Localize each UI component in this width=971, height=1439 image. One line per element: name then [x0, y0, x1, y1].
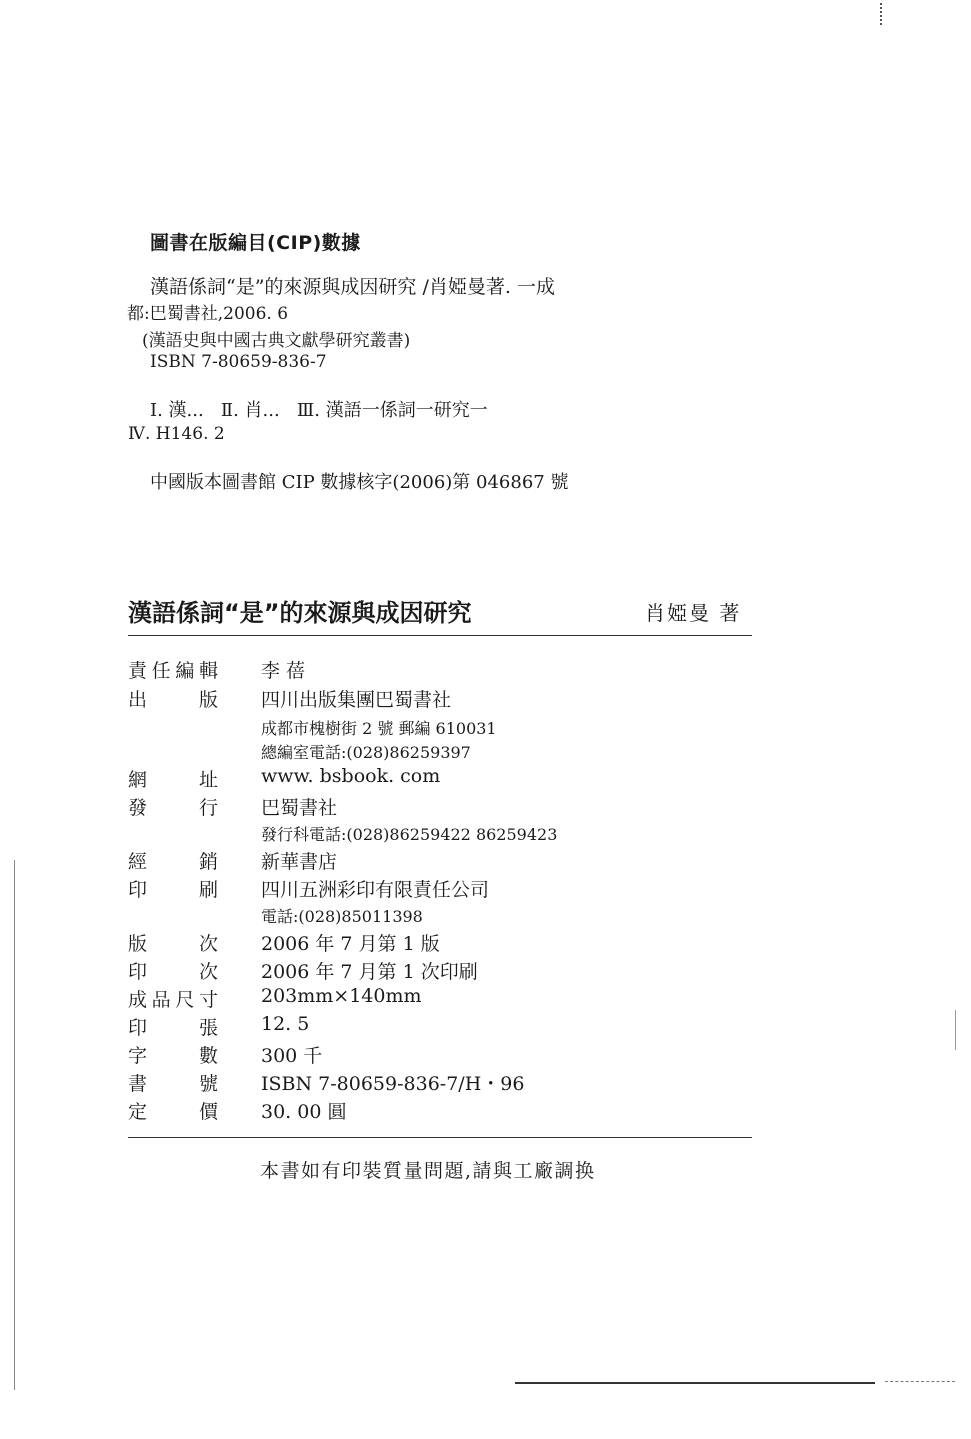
divider	[128, 635, 752, 636]
imprint-label-char: 任	[151, 660, 171, 682]
cip-isbn: ISBN 7-80659-836-7	[150, 352, 327, 372]
cip-line: 都:巴蜀書社,2006. 6	[127, 304, 289, 324]
imprint-label	[128, 1041, 218, 1068]
imprint-value: 四川出版集團巴蜀書社	[261, 689, 452, 711]
imprint-label	[128, 875, 218, 902]
scan-edge-line	[14, 860, 15, 1390]
imprint-label-char: 品	[151, 989, 171, 1011]
divider	[128, 1137, 752, 1138]
imprint-detail: 發行科電話:(028)86259422 86259423	[261, 825, 558, 844]
imprint-label-char: 責	[128, 660, 148, 682]
imprint-label	[128, 685, 218, 712]
imprint-label-char: 輯	[198, 660, 218, 682]
imprint-label-char: 版	[128, 933, 148, 955]
imprint-label-char: 編	[175, 660, 195, 682]
cip-line: (漢語史與中國古典文獻學研究叢書)	[142, 331, 411, 351]
imprint-value: ISBN 7-80659-836-7/H・96	[261, 1073, 525, 1095]
imprint-label-char: 印	[128, 879, 148, 901]
imprint-value: 2006 年 7 月第 1 次印刷	[261, 961, 478, 983]
imprint-label-char: 經	[128, 851, 148, 873]
book-title: 漢語係詞“是”的來源與成因研究	[128, 599, 472, 627]
imprint-label-char: 印	[128, 961, 148, 983]
imprint-label	[128, 1069, 218, 1096]
imprint-label-char: 價	[198, 1101, 218, 1123]
imprint-detail: 成都市槐樹街 2 號 郵編 610031	[261, 719, 497, 738]
imprint-value: www. bsbook. com	[261, 765, 441, 787]
scan-edge-line	[515, 1382, 875, 1384]
imprint-label-char: 發	[128, 797, 148, 819]
imprint-label-char: 字	[128, 1045, 148, 1067]
imprint-label	[128, 793, 218, 820]
imprint-value: 12. 5	[261, 1013, 310, 1035]
quality-notice: 本書如有印裝質量問題,請與工廠調换	[260, 1160, 596, 1182]
cip-heading: 圖書在版編目(CIP)數據	[150, 232, 361, 254]
imprint-label	[128, 985, 218, 1012]
imprint-detail: 總編室電話:(028)86259397	[261, 743, 471, 762]
imprint-label	[128, 847, 218, 874]
imprint-detail: 電話:(028)85011398	[261, 907, 423, 926]
scan-edge-line	[955, 1010, 956, 1050]
imprint-label	[128, 957, 218, 984]
imprint-label-char: 網	[128, 769, 148, 791]
imprint-label	[128, 1097, 218, 1124]
imprint-label	[128, 656, 218, 683]
imprint-value: 30. 00 圓	[261, 1101, 347, 1123]
imprint-label-char: 刷	[198, 879, 218, 901]
scan-edge-line	[885, 1381, 955, 1382]
imprint-label-char: 成	[128, 989, 148, 1011]
cip-record-number: 中國版本圖書館 CIP 數據核字(2006)第 046867 號	[150, 472, 569, 493]
imprint-value: 巴蜀書社	[261, 797, 338, 819]
imprint-label-char: 書	[128, 1073, 148, 1095]
imprint-value: 李 蓓	[261, 660, 306, 682]
imprint-label-char: 出	[128, 689, 148, 711]
imprint-label-char: 印	[128, 1017, 148, 1039]
imprint-label-char: 定	[128, 1101, 148, 1123]
imprint-label	[128, 929, 218, 956]
cip-line: Ⅰ. 漢... Ⅱ. 肖... Ⅲ. 漢語一係詞一研究一	[150, 400, 488, 421]
scan-mark	[880, 3, 884, 25]
cip-line: Ⅳ. H146. 2	[128, 424, 225, 444]
imprint-label-char: 銷	[198, 851, 218, 873]
imprint-label-char: 數	[198, 1045, 218, 1067]
imprint-label-char: 次	[198, 933, 218, 955]
imprint-label-char: 寸	[198, 989, 218, 1011]
imprint-value: 203mm×140mm	[261, 985, 422, 1007]
imprint-value: 四川五洲彩印有限責任公司	[261, 879, 490, 901]
imprint-value: 300 千	[261, 1045, 323, 1067]
imprint-label-char: 張	[198, 1017, 218, 1039]
cip-line: 漢語係詞“是”的來源與成因研究 /肖婭曼著. 一成	[150, 276, 555, 298]
imprint-label-char: 行	[198, 797, 218, 819]
imprint-label	[128, 765, 218, 792]
imprint-label-char: 版	[198, 689, 218, 711]
imprint-label-char: 次	[198, 961, 218, 983]
imprint-label-char: 號	[198, 1073, 218, 1095]
imprint-label	[128, 1013, 218, 1040]
imprint-value: 2006 年 7 月第 1 版	[261, 933, 440, 955]
book-author: 肖婭曼 著	[645, 601, 742, 625]
imprint-label-char: 址	[198, 769, 218, 791]
imprint-value: 新華書店	[261, 851, 338, 873]
imprint-label-char: 尺	[175, 989, 195, 1011]
